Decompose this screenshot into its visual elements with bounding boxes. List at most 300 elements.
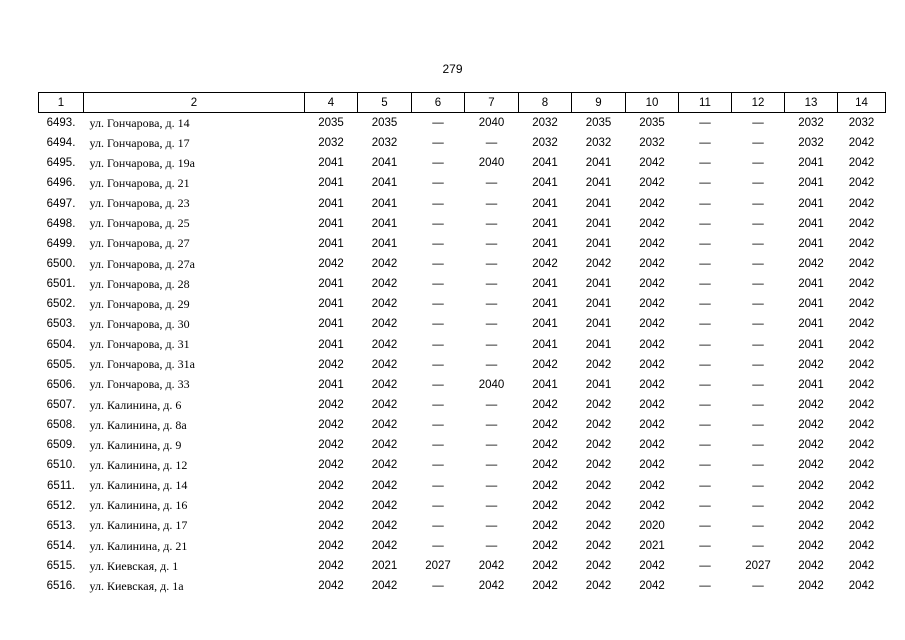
year-cell: 2042 <box>798 479 824 492</box>
year-cell: — <box>752 278 764 291</box>
year-cell: 2041 <box>585 177 612 190</box>
year-cell: 2042 <box>318 439 344 452</box>
table-row <box>39 314 886 334</box>
year-cell: — <box>699 378 711 391</box>
year-cell: 2042 <box>371 479 398 492</box>
year-cell: 2042 <box>371 378 398 391</box>
year-cell: 2041 <box>318 217 344 230</box>
year-cell: 2042 <box>532 419 558 432</box>
year-cell: 2042 <box>848 519 875 532</box>
address-cell: ул. Гончарова, д. 21 <box>89 175 190 190</box>
year-cell: 2042 <box>639 197 665 210</box>
year-cell: 2042 <box>532 479 558 492</box>
year-cell: 2041 <box>371 237 398 250</box>
table-row <box>39 395 886 415</box>
row-number: 6509. <box>46 439 76 452</box>
year-cell: — <box>432 399 444 412</box>
year-cell: 2041 <box>371 217 398 230</box>
address-cell: ул. Гончарова, д. 19а <box>89 155 195 170</box>
year-cell: — <box>485 479 498 492</box>
year-cell: 2042 <box>585 419 612 432</box>
year-cell: — <box>485 237 498 250</box>
row-number: 6508. <box>46 419 76 432</box>
year-cell: — <box>752 338 764 351</box>
year-cell: 2042 <box>318 540 344 553</box>
address-cell: ул. Гончарова, д. 27 <box>89 236 190 251</box>
year-cell: — <box>699 540 711 553</box>
year-cell: — <box>752 378 764 391</box>
address-cell: ул. Гончарова, д. 33 <box>89 377 190 392</box>
year-cell: 2042 <box>848 580 875 593</box>
year-cell: 2041 <box>532 217 558 230</box>
year-cell: 2021 <box>371 560 398 573</box>
table-row <box>39 294 886 314</box>
table-row <box>39 455 886 475</box>
year-cell: 2042 <box>532 580 558 593</box>
year-cell: 2021 <box>639 540 665 553</box>
year-cell: — <box>432 318 444 331</box>
year-cell: 2042 <box>585 560 612 573</box>
year-cell: — <box>432 338 444 351</box>
table-row <box>39 194 886 214</box>
year-cell: 2041 <box>798 177 824 190</box>
year-cell: 2042 <box>318 479 344 492</box>
year-cell: — <box>699 519 711 532</box>
year-cell: 2042 <box>639 479 665 492</box>
year-cell: — <box>752 137 764 150</box>
year-cell: 2042 <box>318 258 344 271</box>
year-cell: — <box>699 318 711 331</box>
year-cell: 2042 <box>639 237 665 250</box>
address-cell: ул. Калинина, д. 17 <box>89 518 188 533</box>
year-cell: 2041 <box>585 217 612 230</box>
year-cell: — <box>485 318 498 331</box>
row-number: 6506. <box>46 378 76 391</box>
year-cell: — <box>699 459 711 472</box>
year-cell: 2041 <box>532 338 558 351</box>
year-cell: — <box>432 479 444 492</box>
year-cell: — <box>432 258 444 271</box>
address-cell: ул. Калинина, д. 12 <box>89 457 188 472</box>
year-cell: 2042 <box>639 399 665 412</box>
year-cell: 2042 <box>798 540 824 553</box>
year-cell: 2041 <box>318 197 344 210</box>
year-cell: 2032 <box>318 137 344 150</box>
year-cell: — <box>485 338 498 351</box>
table-row <box>39 173 886 193</box>
year-cell: — <box>752 217 764 230</box>
year-cell: — <box>699 358 711 371</box>
year-cell: — <box>752 479 764 492</box>
year-cell: 2042 <box>848 560 875 573</box>
year-cell: — <box>699 177 711 190</box>
year-cell: 2042 <box>798 258 824 271</box>
year-cell: 2040 <box>478 157 505 170</box>
year-cell: 2042 <box>848 278 875 291</box>
year-cell: 2041 <box>798 237 824 250</box>
year-cell: 2041 <box>798 318 824 331</box>
year-cell: — <box>432 217 444 230</box>
year-cell: — <box>699 278 711 291</box>
year-cell: 2042 <box>848 378 875 391</box>
address-cell: ул. Калинина, д. 6 <box>89 397 182 412</box>
year-cell: 2032 <box>798 117 824 130</box>
year-cell: — <box>752 519 764 532</box>
year-cell: — <box>432 117 444 130</box>
year-cell: 2042 <box>585 439 612 452</box>
year-cell: 2042 <box>371 278 398 291</box>
table-row <box>39 415 886 435</box>
year-cell: 2042 <box>639 258 665 271</box>
year-cell: — <box>485 197 498 210</box>
year-cell: 2042 <box>532 499 558 512</box>
year-cell: — <box>699 197 711 210</box>
year-cell: 2042 <box>848 137 875 150</box>
column-header: 8 <box>519 93 572 113</box>
row-number: 6500. <box>46 258 76 271</box>
table-row <box>39 274 886 294</box>
year-cell: 2042 <box>318 399 344 412</box>
table-row <box>39 234 886 254</box>
column-header: 14 <box>838 93 886 113</box>
address-cell: ул. Гончарова, д. 25 <box>89 216 190 231</box>
year-cell: 2042 <box>798 399 824 412</box>
year-cell: — <box>432 358 444 371</box>
year-cell: 2042 <box>848 338 875 351</box>
table-row <box>39 496 886 516</box>
year-cell: 2042 <box>639 580 665 593</box>
year-cell: 2042 <box>318 459 344 472</box>
year-cell: — <box>752 318 764 331</box>
year-cell: 2042 <box>585 540 612 553</box>
year-cell: 2042 <box>371 540 398 553</box>
year-cell: — <box>485 137 498 150</box>
year-cell: 2041 <box>532 197 558 210</box>
year-cell: 2041 <box>798 217 824 230</box>
table-row <box>39 516 886 536</box>
year-cell: 2042 <box>639 298 665 311</box>
table-row <box>39 576 886 596</box>
year-cell: 2042 <box>848 459 875 472</box>
year-cell: 2042 <box>585 519 612 532</box>
year-cell: — <box>432 177 444 190</box>
header-row <box>39 93 886 113</box>
year-cell: — <box>699 258 711 271</box>
row-number: 6516. <box>46 580 76 593</box>
year-cell: 2042 <box>532 540 558 553</box>
year-cell: 2042 <box>318 560 344 573</box>
year-cell: 2042 <box>318 499 344 512</box>
year-cell: 2042 <box>639 358 665 371</box>
year-cell: 2042 <box>371 439 398 452</box>
year-cell: — <box>432 137 444 150</box>
year-cell: 2042 <box>532 439 558 452</box>
year-cell: 2042 <box>585 479 612 492</box>
year-cell: — <box>432 519 444 532</box>
address-cell: ул. Калинина, д. 16 <box>89 498 188 513</box>
year-cell: — <box>485 399 498 412</box>
year-cell: 2041 <box>532 318 558 331</box>
year-cell: 2040 <box>478 378 505 391</box>
year-cell: — <box>485 217 498 230</box>
row-number: 6502. <box>46 298 76 311</box>
year-cell: 2041 <box>585 338 612 351</box>
year-cell: 2042 <box>848 419 875 432</box>
row-number: 6501. <box>46 278 76 291</box>
year-cell: 2042 <box>478 580 505 593</box>
year-cell: 2042 <box>585 580 612 593</box>
year-cell: — <box>752 499 764 512</box>
column-header: 1 <box>39 93 84 113</box>
year-cell: 2042 <box>371 258 398 271</box>
year-cell: 2042 <box>639 318 665 331</box>
year-cell: — <box>699 217 711 230</box>
column-header: 11 <box>679 93 732 113</box>
year-cell: 2027 <box>425 560 451 573</box>
year-cell: — <box>752 580 764 593</box>
year-cell: — <box>432 499 444 512</box>
year-cell: 2042 <box>848 479 875 492</box>
column-header: 7 <box>465 93 519 113</box>
year-cell: 2041 <box>532 237 558 250</box>
year-cell: 2041 <box>532 298 558 311</box>
address-cell: ул. Гончарова, д. 31а <box>89 357 195 372</box>
year-cell: 2042 <box>371 338 398 351</box>
year-cell: 2042 <box>639 499 665 512</box>
table-row <box>39 335 886 355</box>
row-number: 6495. <box>46 157 76 170</box>
year-cell: 2041 <box>318 177 344 190</box>
year-cell: — <box>432 157 444 170</box>
row-number: 6498. <box>46 217 76 230</box>
table-row <box>39 536 886 556</box>
year-cell: — <box>699 157 711 170</box>
year-cell: — <box>699 298 711 311</box>
year-cell: 2041 <box>798 378 824 391</box>
address-cell: ул. Гончарова, д. 27а <box>89 256 195 271</box>
year-cell: 2042 <box>639 419 665 432</box>
year-cell: 2041 <box>318 378 344 391</box>
row-number: 6499. <box>46 237 76 250</box>
year-cell: — <box>699 117 711 130</box>
year-cell: — <box>485 419 498 432</box>
year-cell: 2042 <box>532 459 558 472</box>
year-cell: 2041 <box>532 378 558 391</box>
address-cell: ул. Калинина, д. 8а <box>89 417 187 432</box>
row-number: 6515. <box>46 560 76 573</box>
year-cell: 2032 <box>532 117 558 130</box>
year-cell: 2035 <box>639 117 665 130</box>
year-cell: — <box>752 117 764 130</box>
year-cell: 2042 <box>318 519 344 532</box>
year-cell: 2042 <box>478 560 505 573</box>
year-cell: 2041 <box>798 197 824 210</box>
table-row <box>39 254 886 274</box>
column-header: 5 <box>358 93 412 113</box>
row-number: 6513. <box>46 519 76 532</box>
year-cell: 2042 <box>585 358 612 371</box>
year-cell: 2042 <box>532 258 558 271</box>
year-cell: 2041 <box>318 338 344 351</box>
table-row <box>39 435 886 455</box>
year-cell: — <box>752 439 764 452</box>
table-row <box>39 214 886 234</box>
year-cell: 2041 <box>585 197 612 210</box>
year-cell: 2042 <box>532 358 558 371</box>
year-cell: 2042 <box>585 258 612 271</box>
year-cell: 2042 <box>848 197 875 210</box>
year-cell: 2042 <box>848 540 875 553</box>
year-cell: 2040 <box>478 117 505 130</box>
year-cell: — <box>432 237 444 250</box>
year-cell: — <box>485 540 498 553</box>
year-cell: 2042 <box>639 157 665 170</box>
year-cell: 2042 <box>798 580 824 593</box>
year-cell: — <box>699 419 711 432</box>
column-header: 12 <box>732 93 785 113</box>
year-cell: 2042 <box>318 580 344 593</box>
year-cell: 2041 <box>371 197 398 210</box>
year-cell: 2020 <box>639 519 665 532</box>
year-cell: 2035 <box>318 117 344 130</box>
year-cell: — <box>752 157 764 170</box>
year-cell: 2041 <box>585 318 612 331</box>
year-cell: — <box>699 237 711 250</box>
year-cell: 2042 <box>639 378 665 391</box>
year-cell: 2041 <box>318 278 344 291</box>
year-cell: — <box>752 358 764 371</box>
year-cell: 2041 <box>532 157 558 170</box>
year-cell: 2042 <box>639 217 665 230</box>
year-cell: 2042 <box>848 217 875 230</box>
year-cell: — <box>432 580 444 593</box>
year-cell: — <box>752 237 764 250</box>
year-cell: 2042 <box>848 237 875 250</box>
year-cell: — <box>699 399 711 412</box>
year-cell: — <box>699 479 711 492</box>
column-header: 13 <box>785 93 838 113</box>
year-cell: 2041 <box>532 278 558 291</box>
column-header: 4 <box>305 93 358 113</box>
year-cell: — <box>485 177 498 190</box>
year-cell: 2041 <box>371 157 398 170</box>
year-cell: 2042 <box>848 499 875 512</box>
year-cell: — <box>752 197 764 210</box>
year-cell: — <box>752 399 764 412</box>
year-cell: 2042 <box>848 298 875 311</box>
year-cell: 2042 <box>532 519 558 532</box>
year-cell: 2042 <box>585 499 612 512</box>
address-cell: ул. Киевская, д. 1 <box>89 558 179 573</box>
row-number: 6504. <box>46 338 76 351</box>
year-cell: — <box>699 560 711 573</box>
year-cell: 2041 <box>532 177 558 190</box>
address-cell: ул. Гончарова, д. 30 <box>89 316 190 331</box>
year-cell: 2041 <box>318 157 344 170</box>
address-cell: ул. Гончарова, д. 14 <box>89 115 190 130</box>
year-cell: 2041 <box>318 298 344 311</box>
year-cell: 2041 <box>798 278 824 291</box>
year-cell: 2042 <box>371 318 398 331</box>
data-table <box>38 92 886 596</box>
year-cell: — <box>752 459 764 472</box>
year-cell: 2041 <box>585 298 612 311</box>
year-cell: 2042 <box>371 419 398 432</box>
year-cell: 2042 <box>848 318 875 331</box>
year-cell: — <box>485 499 498 512</box>
year-cell: 2027 <box>745 560 771 573</box>
row-number: 6496. <box>46 177 76 190</box>
year-cell: 2042 <box>848 358 875 371</box>
year-cell: — <box>699 580 711 593</box>
year-cell: 2041 <box>798 157 824 170</box>
year-cell: 2042 <box>371 519 398 532</box>
year-cell: 2042 <box>798 499 824 512</box>
year-cell: 2042 <box>848 177 875 190</box>
year-cell: — <box>485 258 498 271</box>
year-cell: 2042 <box>639 338 665 351</box>
row-number: 6511. <box>47 479 75 492</box>
year-cell: — <box>432 278 444 291</box>
year-cell: 2042 <box>371 298 398 311</box>
year-cell: 2042 <box>798 419 824 432</box>
year-cell: 2042 <box>532 399 558 412</box>
address-cell: ул. Гончарова, д. 29 <box>89 296 190 311</box>
year-cell: 2042 <box>532 560 558 573</box>
table-row <box>39 113 886 134</box>
year-cell: 2041 <box>798 298 824 311</box>
row-number: 6507. <box>46 399 76 412</box>
year-cell: 2041 <box>585 278 612 291</box>
year-cell: — <box>432 419 444 432</box>
year-cell: 2042 <box>639 560 665 573</box>
year-cell: — <box>485 278 498 291</box>
year-cell: 2032 <box>585 137 612 150</box>
year-cell: 2042 <box>639 459 665 472</box>
year-cell: 2032 <box>532 137 558 150</box>
year-cell: — <box>752 540 764 553</box>
year-cell: 2042 <box>371 580 398 593</box>
year-cell: — <box>752 258 764 271</box>
year-cell: — <box>485 439 498 452</box>
year-cell: — <box>432 197 444 210</box>
year-cell: 2042 <box>798 439 824 452</box>
year-cell: 2042 <box>848 157 875 170</box>
year-cell: 2032 <box>798 137 824 150</box>
table-row <box>39 133 886 153</box>
row-number: 6503. <box>46 318 76 331</box>
year-cell: — <box>432 378 444 391</box>
address-cell: ул. Гончарова, д. 31 <box>89 337 190 352</box>
year-cell: 2041 <box>371 177 398 190</box>
year-cell: 2042 <box>585 399 612 412</box>
year-cell: 2041 <box>318 318 344 331</box>
year-cell: 2041 <box>585 237 612 250</box>
year-cell: — <box>752 298 764 311</box>
table-row <box>39 153 886 173</box>
column-header: 2 <box>84 93 305 113</box>
year-cell: 2042 <box>798 358 824 371</box>
table-row <box>39 556 886 576</box>
year-cell: 2032 <box>848 117 875 130</box>
year-cell: — <box>485 298 498 311</box>
row-number: 6497. <box>46 197 76 210</box>
year-cell: 2041 <box>585 378 612 391</box>
year-cell: 2041 <box>318 237 344 250</box>
address-cell: ул. Калинина, д. 14 <box>89 478 188 493</box>
year-cell: — <box>432 298 444 311</box>
address-cell: ул. Гончарова, д. 17 <box>89 135 190 150</box>
